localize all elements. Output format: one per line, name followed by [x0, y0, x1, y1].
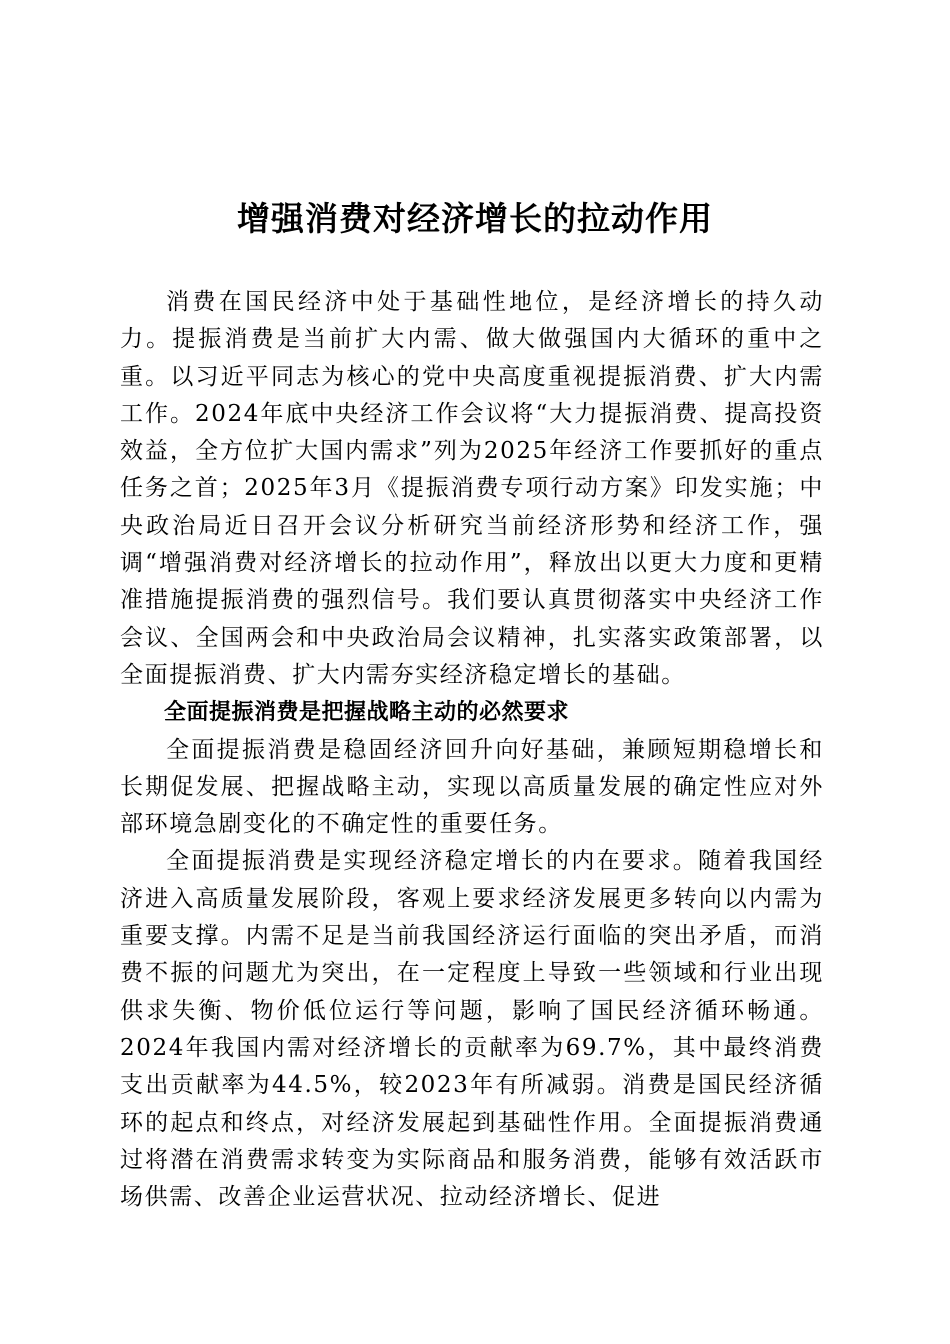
document-title: 增强消费对经济增长的拉动作用: [237, 199, 713, 238]
paragraph-intro: 消费在国民经济中处于基础性地位，是经济增长的持久动力。提振消费是当前扩大内需、做大做强国内大循环的重中之重。以习近平同志为核心的党中央高度重视提振消费、扩大内需工作。2024年底中央经济工作会议将“大力提振消费、提高投资效益，全方位扩大国内需求”列为2025年经济工作要抓好的重点任务之首；2025年3月《提振消费专项行动方案》印发实施；中央政治局近日召开会议分析研究当前经济形势和经济工作，强调“增强消费对经济增长的拉动作用”，释放出以更大力度和更精准措施提振消费的强烈信号。我们要认真贯彻落实中央经济工作会议、全国两会和中央政治局会议精神，扎实落实政策部署，以全面提振消费、扩大内需夯实经济稳定增长的基础。: [120, 289, 824, 688]
document-body: [120, 284, 824, 1216]
paragraph-strategic-initiative: 全面提振消费是稳固经济回升向好基础，兼顾短期稳增长和长期促发展、把握战略主动，实现以高质量发展的确定性应对外部环境急剧变化的不确定性的重要任务。: [120, 736, 824, 838]
section-heading: 全面提振消费是把握战略主动的必然要求: [164, 700, 570, 726]
paragraph-stable-growth: 全面提振消费是实现经济稳定增长的内在要求。随着我国经济进入高质量发展阶段，客观上要求经济发展更多转向以内需为重要支撑。内需不足是当前我国经济运行面临的突出矛盾，而消费不振的问题尤为突出，在一定程度上导致一些领域和行业出现供求失衡、物价低位运行等问题，影响了国民经济循环畅通。2024年我国内需对经济增长的贡献率为69.7%，其中最终消费支出贡献率为44.5%，较2023年有所减弱。消费是国民经济循环的起点和终点，对经济发展起到基础性作用。全面提振消费通过将潜在消费需求转变为实际商品和服务消费，能够有效活跃市场供需、改善企业运营状况、拉动经济增长、促进: [120, 848, 824, 1211]
